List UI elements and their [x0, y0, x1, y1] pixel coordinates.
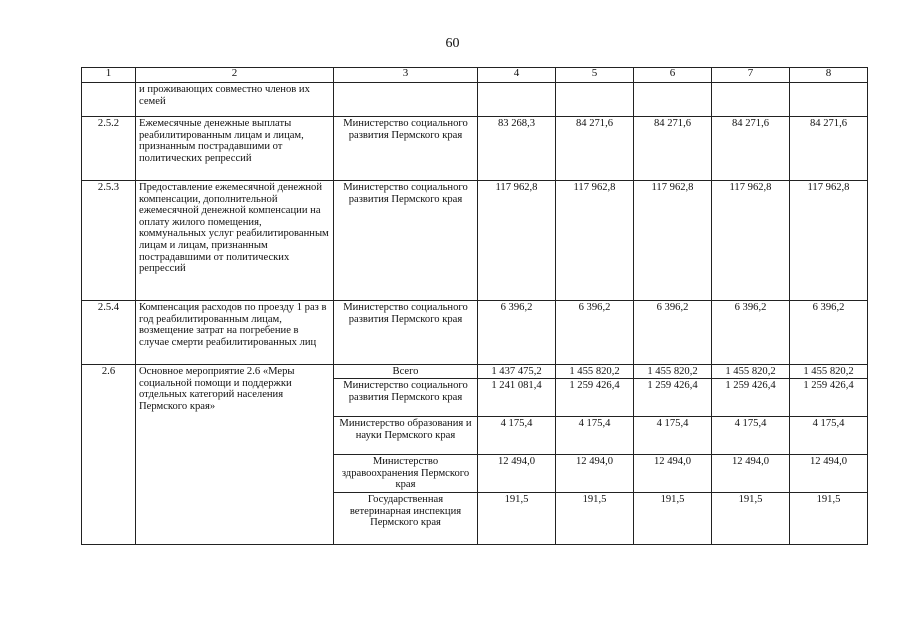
row-code: 2.5.4 — [82, 301, 136, 365]
table-row — [82, 301, 868, 365]
row-name: и проживающих совместно членов их семей — [136, 83, 334, 117]
column-header: 5 — [556, 68, 634, 83]
row-value: 4 175,4 — [634, 417, 712, 455]
row-value — [790, 83, 868, 117]
row-executor: Министерство здравоохранения Пермского края — [334, 455, 478, 493]
row-name: Ежемесячные денежные выплаты реабилитированным лицам и лицам, признанным пострадавшими от политических репрессий — [136, 117, 334, 181]
row-value: 191,5 — [634, 493, 712, 545]
row-name: Предоставление ежемесячной денежной компенсации, дополнительной ежемесячной денежной компенсации на оплату жилого помещения, коммунальных услуг реабилитированным лицам и лицам, признанным пострадавшими от политических репрессий — [136, 181, 334, 301]
row-value: 1 455 820,2 — [556, 365, 634, 379]
row-value: 117 962,8 — [634, 181, 712, 301]
row-value: 4 175,4 — [556, 417, 634, 455]
row-value: 117 962,8 — [478, 181, 556, 301]
row-value: 1 259 426,4 — [712, 379, 790, 417]
row-value: 4 175,4 — [790, 417, 868, 455]
row-executor: Министерство образования и науки Пермского края — [334, 417, 478, 455]
table-row — [82, 365, 868, 379]
row-code: 2.6 — [82, 365, 136, 545]
row-value: 1 259 426,4 — [634, 379, 712, 417]
row-value: 83 268,3 — [478, 117, 556, 181]
column-header: 3 — [334, 68, 478, 83]
row-value — [712, 83, 790, 117]
row-value — [478, 83, 556, 117]
row-value: 84 271,6 — [556, 117, 634, 181]
row-value: 12 494,0 — [478, 455, 556, 493]
row-value: 1 455 820,2 — [712, 365, 790, 379]
row-value: 4 175,4 — [478, 417, 556, 455]
row-value: 191,5 — [556, 493, 634, 545]
page-number: 60 — [445, 36, 460, 51]
row-code: 2.5.2 — [82, 117, 136, 181]
row-value: 191,5 — [790, 493, 868, 545]
row-value: 1 437 475,2 — [478, 365, 556, 379]
row-value: 6 396,2 — [712, 301, 790, 365]
column-header: 8 — [790, 68, 868, 83]
row-name: Основное мероприятие 2.6 «Меры социальной помощи и поддержки отдельных категорий населения Пермского края» — [136, 365, 334, 545]
row-value: 12 494,0 — [712, 455, 790, 493]
row-value: 117 962,8 — [712, 181, 790, 301]
row-value: 6 396,2 — [556, 301, 634, 365]
row-value: 84 271,6 — [790, 117, 868, 181]
row-value: 6 396,2 — [790, 301, 868, 365]
row-value: 1 259 426,4 — [556, 379, 634, 417]
row-code: 2.5.3 — [82, 181, 136, 301]
column-header: 6 — [634, 68, 712, 83]
row-code — [82, 83, 136, 117]
row-value: 6 396,2 — [478, 301, 556, 365]
row-value: 4 175,4 — [712, 417, 790, 455]
table-row — [82, 83, 868, 117]
row-value — [634, 83, 712, 117]
column-header: 7 — [712, 68, 790, 83]
row-value: 12 494,0 — [556, 455, 634, 493]
column-header: 1 — [82, 68, 136, 83]
row-executor: Министерство социального развития Пермского края — [334, 181, 478, 301]
table-row — [82, 117, 868, 181]
program-table — [81, 67, 868, 545]
row-executor: Министерство социального развития Пермского края — [334, 301, 478, 365]
column-header: 2 — [136, 68, 334, 83]
row-value: 6 396,2 — [634, 301, 712, 365]
row-value: 117 962,8 — [790, 181, 868, 301]
row-executor — [334, 83, 478, 117]
row-value: 84 271,6 — [634, 117, 712, 181]
row-value: 191,5 — [478, 493, 556, 545]
table-row — [82, 181, 868, 301]
row-value: 1 241 081,4 — [478, 379, 556, 417]
row-executor: Государственная ветеринарная инспекция Пермского края — [334, 493, 478, 545]
row-value — [556, 83, 634, 117]
row-value: 1 259 426,4 — [790, 379, 868, 417]
row-value: 191,5 — [712, 493, 790, 545]
row-executor: Министерство социального развития Пермского края — [334, 379, 478, 417]
row-value: 84 271,6 — [712, 117, 790, 181]
row-value: 12 494,0 — [634, 455, 712, 493]
column-header: 4 — [478, 68, 556, 83]
row-value: 1 455 820,2 — [634, 365, 712, 379]
row-executor: Министерство социального развития Пермского края — [334, 117, 478, 181]
row-value: 1 455 820,2 — [790, 365, 868, 379]
table-header-row — [82, 68, 868, 83]
row-value: 117 962,8 — [556, 181, 634, 301]
row-executor: Всего — [334, 365, 478, 379]
row-name: Компенсация расходов по проезду 1 раз в год реабилитированным лицам, возмещение затрат на погребение в случае смерти реабилитированных лиц — [136, 301, 334, 365]
row-value: 12 494,0 — [790, 455, 868, 493]
